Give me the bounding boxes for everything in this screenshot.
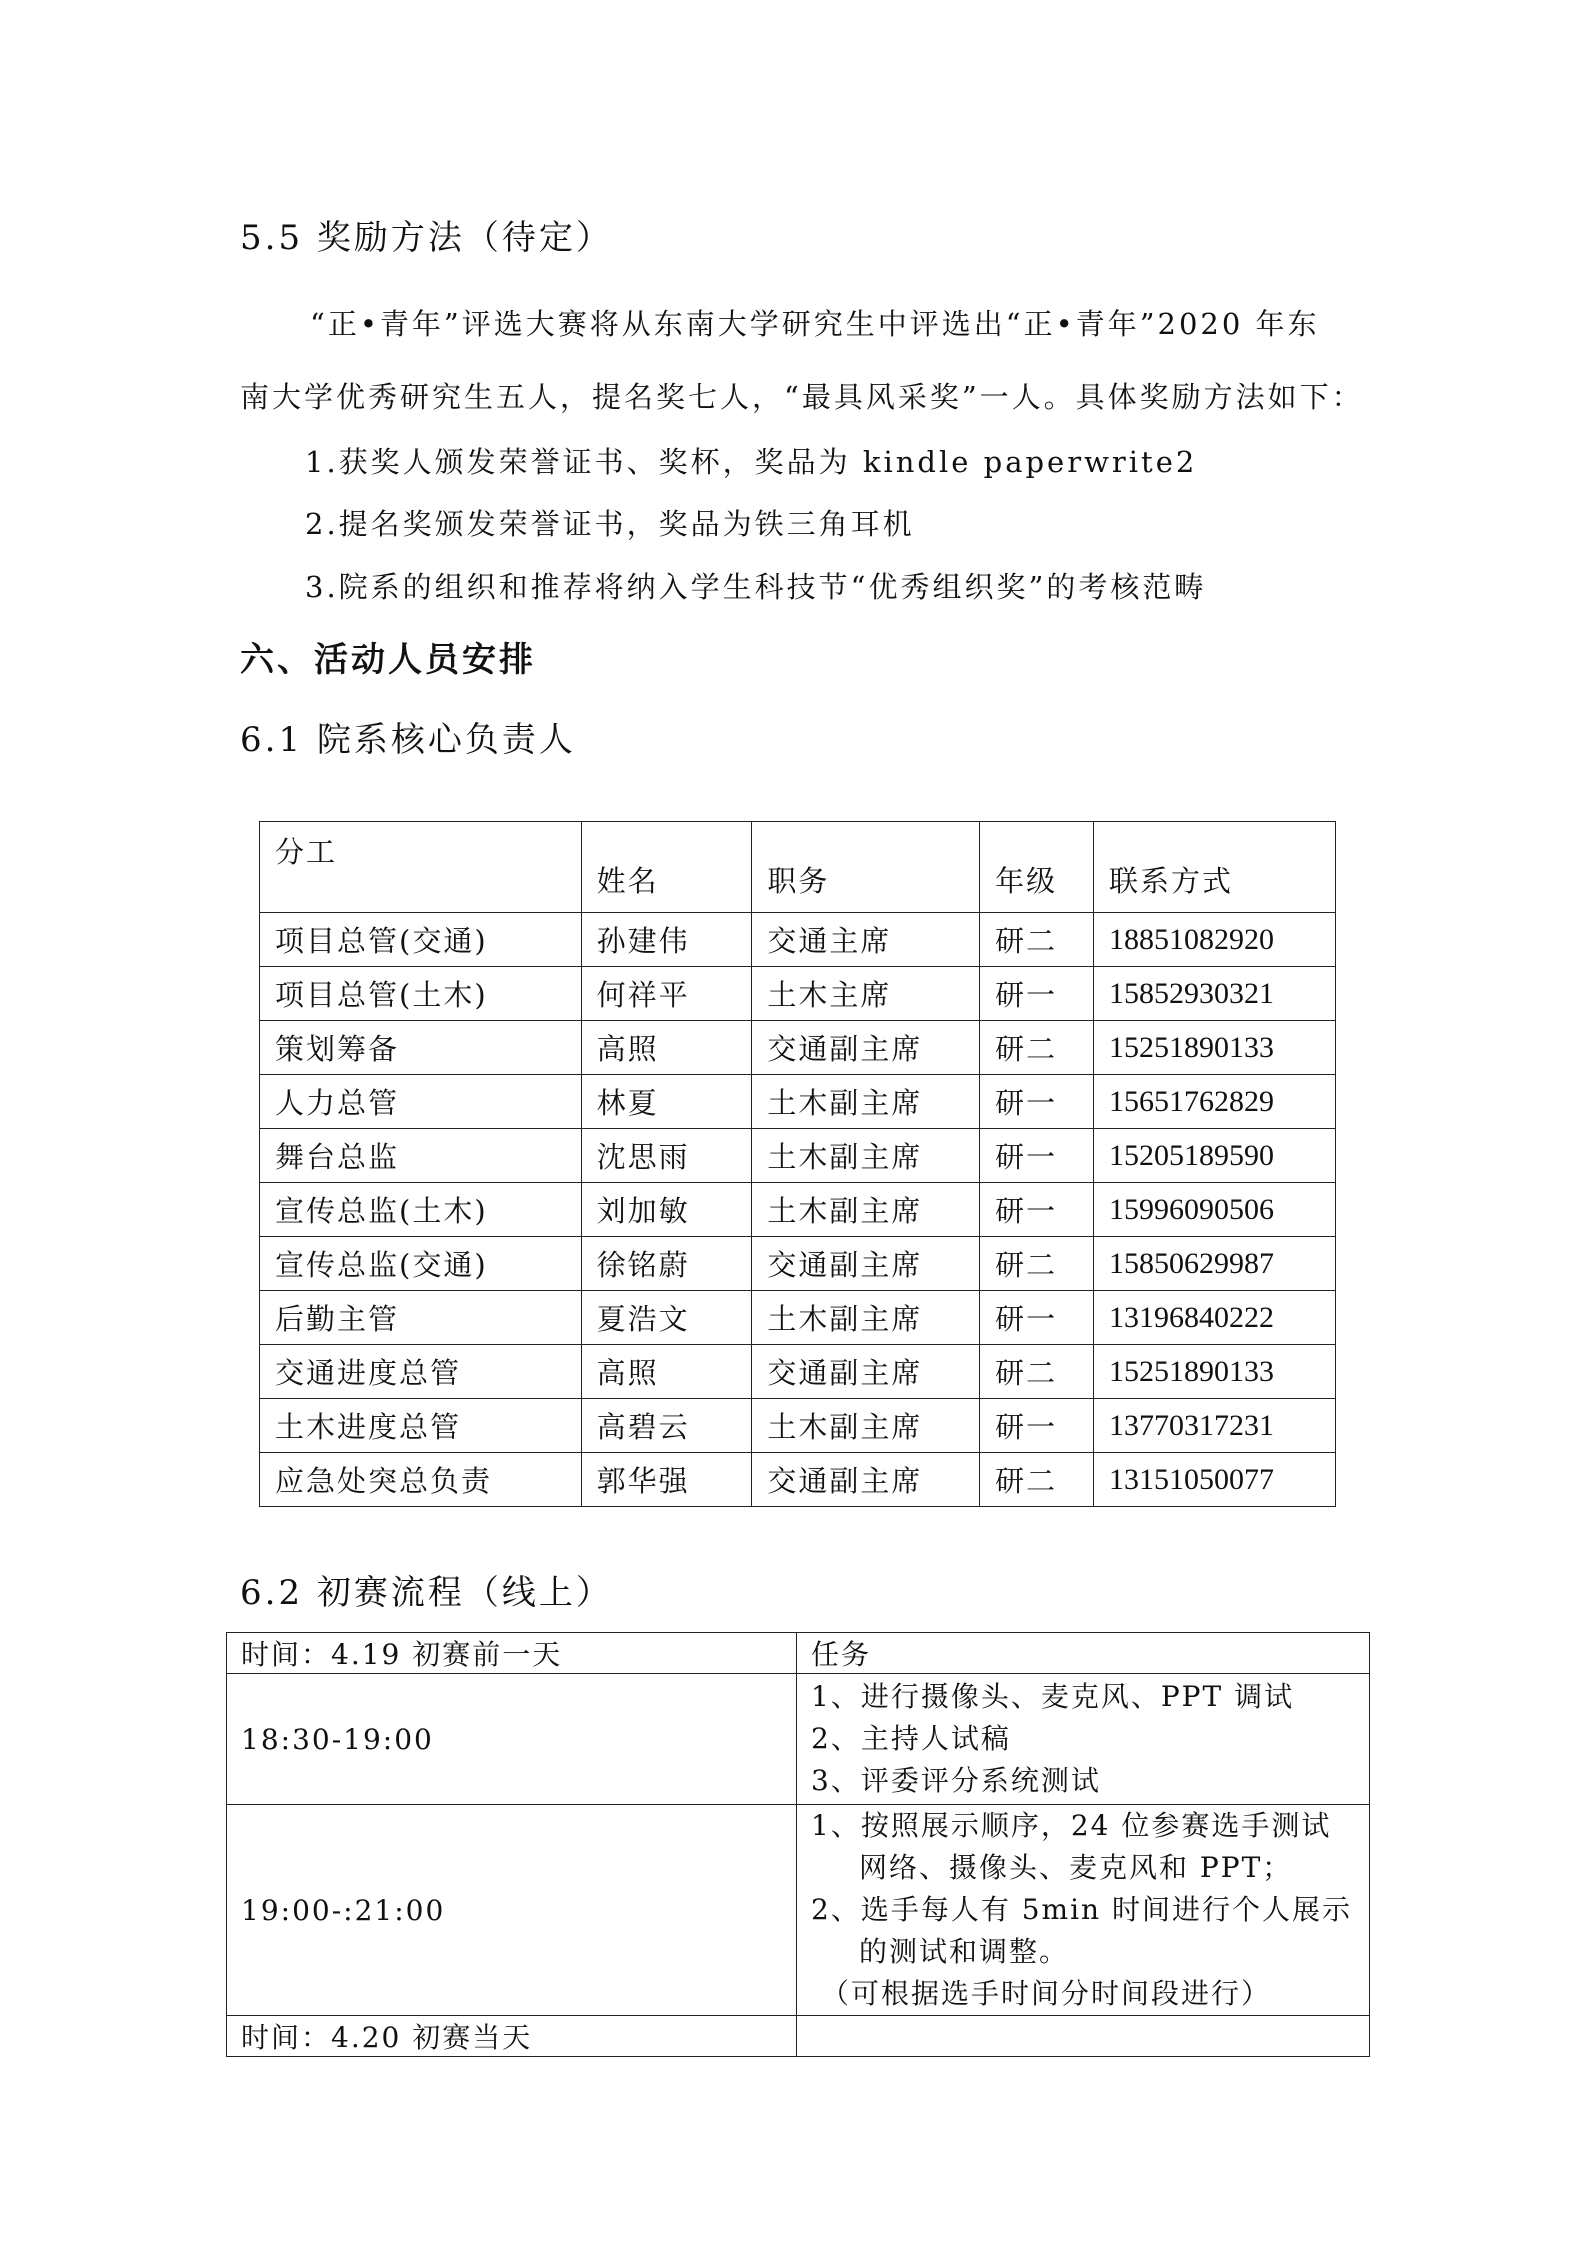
table-row bbox=[260, 1399, 1336, 1453]
table-row bbox=[260, 913, 1336, 967]
cell-contact: 13196840222 bbox=[1094, 1291, 1336, 1345]
cell-position: 土木副主席 bbox=[752, 1183, 980, 1237]
cell-name: 高照 bbox=[581, 1021, 752, 1075]
cell-contact: 13151050077 bbox=[1094, 1453, 1336, 1507]
cell-contact: 15251890133 bbox=[1094, 1345, 1336, 1399]
schedule-time-header: 时间：4.19 初赛前一天 bbox=[227, 1633, 797, 1674]
award-item-3: 3.院系的组织和推荐将纳入学生科技节“优秀组织奖”的考核范畴 bbox=[305, 570, 1207, 604]
cell-grade: 研一 bbox=[980, 967, 1094, 1021]
task-line: 网络、摄像头、麦克风和 PPT； bbox=[859, 1851, 1293, 1884]
cell-contact: 15205189590 bbox=[1094, 1129, 1336, 1183]
cell-name: 高碧云 bbox=[581, 1399, 752, 1453]
cell-name: 郭华强 bbox=[581, 1453, 752, 1507]
award-item-2: 2.提名奖颁发荣誉证书，奖品为铁三角耳机 bbox=[305, 507, 915, 541]
cell-position: 交通副主席 bbox=[752, 1453, 980, 1507]
cell-position: 土木主席 bbox=[752, 967, 980, 1021]
cell-position: 交通主席 bbox=[752, 913, 980, 967]
cell-contact: 15850629987 bbox=[1094, 1237, 1336, 1291]
cell-position: 土木副主席 bbox=[752, 1075, 980, 1129]
award-item-1: 1.获奖人颁发荣誉证书、奖杯，奖品为 kindle paperwrite2 bbox=[305, 445, 1198, 479]
header-role: 分工 bbox=[260, 822, 582, 913]
header-position: 职务 bbox=[752, 822, 980, 913]
header-name: 姓名 bbox=[581, 822, 752, 913]
cell-contact: 13770317231 bbox=[1094, 1399, 1336, 1453]
table-row bbox=[260, 967, 1336, 1021]
schedule-time: 时间：4.20 初赛当天 bbox=[227, 2016, 797, 2057]
cell-name: 夏浩文 bbox=[581, 1291, 752, 1345]
header-contact: 联系方式 bbox=[1094, 822, 1336, 913]
schedule-tasks bbox=[797, 1805, 1370, 2016]
staff-table bbox=[259, 821, 1336, 1507]
schedule-time: 19:00-:21:00 bbox=[227, 1805, 797, 2016]
task-line: 1、进行摄像头、麦克风、PPT 调试 bbox=[811, 1680, 1295, 1713]
section-6-heading: 六、活动人员安排 bbox=[240, 640, 536, 680]
task-note: （可根据选手时间分时间段进行） bbox=[821, 1977, 1272, 2010]
table-row bbox=[260, 1075, 1336, 1129]
task-line: 3、评委评分系统测试 bbox=[811, 1764, 1101, 1797]
section-6-2-heading: 6.2 初赛流程（线上） bbox=[240, 1573, 613, 1613]
cell-role: 交通进度总管 bbox=[260, 1345, 582, 1399]
table-row bbox=[260, 1453, 1336, 1507]
table-row bbox=[260, 1129, 1336, 1183]
cell-role: 人力总管 bbox=[260, 1075, 582, 1129]
cell-grade: 研二 bbox=[980, 913, 1094, 967]
cell-role: 土木进度总管 bbox=[260, 1399, 582, 1453]
table-row bbox=[260, 1345, 1336, 1399]
table-header-row bbox=[260, 822, 1336, 913]
cell-grade: 研二 bbox=[980, 1345, 1094, 1399]
cell-contact: 18851082920 bbox=[1094, 913, 1336, 967]
schedule-row bbox=[227, 1633, 1370, 1674]
cell-name: 沈思雨 bbox=[581, 1129, 752, 1183]
cell-grade: 研二 bbox=[980, 1453, 1094, 1507]
header-grade: 年级 bbox=[980, 822, 1094, 913]
cell-name: 林夏 bbox=[581, 1075, 752, 1129]
table-row bbox=[260, 1183, 1336, 1237]
cell-name: 何祥平 bbox=[581, 967, 752, 1021]
section-6-1-heading: 6.1 院系核心负责人 bbox=[240, 720, 576, 760]
section-5-5-heading: 5.5 奖励方法（待定） bbox=[240, 218, 613, 258]
cell-name: 高照 bbox=[581, 1345, 752, 1399]
cell-name: 孙建伟 bbox=[581, 913, 752, 967]
cell-grade: 研一 bbox=[980, 1075, 1094, 1129]
cell-role: 舞台总监 bbox=[260, 1129, 582, 1183]
cell-contact: 15852930321 bbox=[1094, 967, 1336, 1021]
schedule-tasks bbox=[797, 2016, 1370, 2057]
task-line: 的测试和调整。 bbox=[859, 1935, 1070, 1968]
cell-contact: 15651762829 bbox=[1094, 1075, 1336, 1129]
cell-grade: 研一 bbox=[980, 1183, 1094, 1237]
schedule-row bbox=[227, 1674, 1370, 1805]
cell-grade: 研二 bbox=[980, 1237, 1094, 1291]
task-line: 2、选手每人有 5min 时间进行个人展示 bbox=[811, 1893, 1352, 1926]
table-row bbox=[260, 1021, 1336, 1075]
cell-role: 宣传总监(土木) bbox=[260, 1183, 582, 1237]
schedule-time: 18:30-19:00 bbox=[227, 1674, 797, 1805]
cell-position: 交通副主席 bbox=[752, 1021, 980, 1075]
paragraph-line-2: 南大学优秀研究生五人，提名奖七人，“最具风采奖”一人。具体奖励方法如下： bbox=[240, 380, 1364, 414]
cell-grade: 研一 bbox=[980, 1291, 1094, 1345]
cell-contact: 15251890133 bbox=[1094, 1021, 1336, 1075]
schedule-table bbox=[226, 1632, 1370, 2057]
cell-role: 项目总管(交通) bbox=[260, 913, 582, 967]
cell-position: 土木副主席 bbox=[752, 1129, 980, 1183]
cell-role: 宣传总监(交通) bbox=[260, 1237, 582, 1291]
table-row bbox=[260, 1237, 1336, 1291]
cell-position: 交通副主席 bbox=[752, 1237, 980, 1291]
cell-role: 项目总管(土木) bbox=[260, 967, 582, 1021]
schedule-tasks bbox=[797, 1674, 1370, 1805]
cell-position: 土木副主席 bbox=[752, 1399, 980, 1453]
schedule-row bbox=[227, 1805, 1370, 2016]
schedule-task-header: 任务 bbox=[797, 1633, 1370, 1674]
schedule-row bbox=[227, 2016, 1370, 2057]
paragraph-line-1: “正•青年”评选大赛将从东南大学研究生中评选出“正•青年”2020 年东 bbox=[310, 307, 1320, 341]
cell-role: 后勤主管 bbox=[260, 1291, 582, 1345]
cell-name: 刘加敏 bbox=[581, 1183, 752, 1237]
cell-position: 交通副主席 bbox=[752, 1345, 980, 1399]
task-line: 1、按照展示顺序，24 位参赛选手测试 bbox=[811, 1809, 1332, 1842]
cell-role: 应急处突总负责 bbox=[260, 1453, 582, 1507]
task-line: 2、主持人试稿 bbox=[811, 1722, 1011, 1755]
table-row bbox=[260, 1291, 1336, 1345]
cell-grade: 研一 bbox=[980, 1399, 1094, 1453]
cell-contact: 15996090506 bbox=[1094, 1183, 1336, 1237]
cell-grade: 研二 bbox=[980, 1021, 1094, 1075]
cell-position: 土木副主席 bbox=[752, 1291, 980, 1345]
cell-name: 徐铭蔚 bbox=[581, 1237, 752, 1291]
cell-grade: 研一 bbox=[980, 1129, 1094, 1183]
cell-role: 策划筹备 bbox=[260, 1021, 582, 1075]
